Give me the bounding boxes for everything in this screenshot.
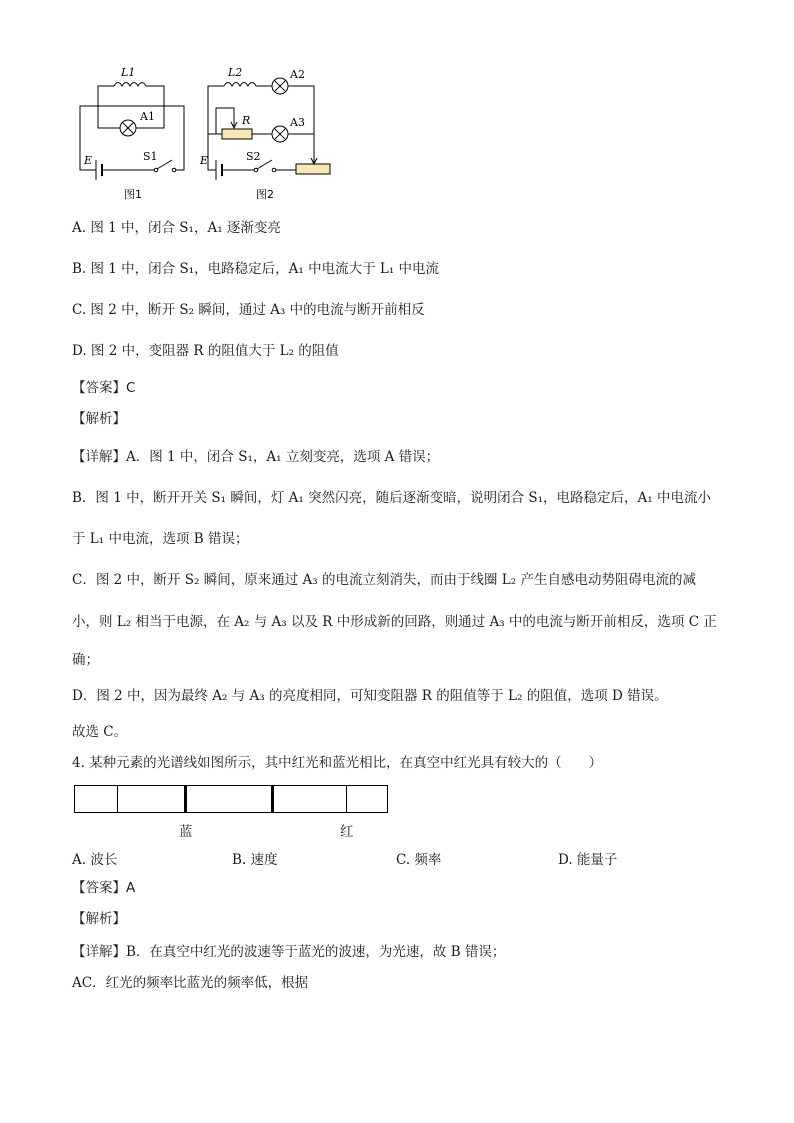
spectral-line-3 xyxy=(271,786,274,812)
label-s1: S1 xyxy=(143,150,158,163)
option-d-q3: D. 图 2 中，变阻器 R 的阻值大于 L₂ 的阻值 xyxy=(72,343,339,359)
analysis-label-q3: 【解析】 xyxy=(72,411,126,427)
label-red: 红 xyxy=(340,824,354,840)
figure-2 xyxy=(208,78,330,180)
caption-fig1: 图1 xyxy=(124,188,142,201)
inductor-l1-coil xyxy=(114,83,146,87)
label-r: R xyxy=(242,114,251,127)
spectral-line-4 xyxy=(346,786,347,812)
inductor-l2-coil xyxy=(224,83,256,87)
explain-b1-q3: B．图 1 中，断开开关 S₁ 瞬间，灯 A₁ 突然闪亮，随后逐渐变暗，说明闭合 S₁，电路稳定后，A₁ 中电流小 xyxy=(72,490,711,506)
option-a-q3: A. 图 1 中，闭合 S₁，A₁ 逐渐变亮 xyxy=(72,220,281,236)
conclusion-q3: 故选 C。 xyxy=(72,724,128,740)
option-a-q4: A. 波长 xyxy=(72,852,118,868)
explain-c2-q3: 小，则 L₂ 相当于电源，在 A₂ 与 A₃ 以及 R 中形成新的回路，则通过 A₃ 中的电流与断开前相反，选项 C 正 xyxy=(72,614,717,630)
label-a2: A2 xyxy=(290,68,305,81)
option-b-q4: B. 速度 xyxy=(232,852,278,868)
answer-q4: 【答案】A xyxy=(72,880,136,896)
label-l2: L2 xyxy=(228,66,243,79)
resistor-bottom xyxy=(296,164,330,174)
analysis-label-q4: 【解析】 xyxy=(72,911,126,927)
rheostat-r xyxy=(222,129,252,139)
option-b-q3: B. 图 1 中，闭合 S₁，电路稳定后，A₁ 中电流大于 L₁ 中电流 xyxy=(72,261,440,277)
explain-c3-q3: 确； xyxy=(72,652,99,668)
spectral-line-1 xyxy=(117,786,118,812)
option-d-q4: D. 能量子 xyxy=(558,852,618,868)
figure-1 xyxy=(80,83,184,181)
circuit-diagram xyxy=(76,64,346,204)
explain-b-q4: 【详解】B．在真空中红光的波速等于蓝光的波速，为光速，故 B 错误； xyxy=(72,944,506,960)
label-a3: A3 xyxy=(290,116,305,129)
label-l1: L1 xyxy=(121,66,136,79)
explain-ac-q4: AC．红光的频率比蓝光的频率低，根据 xyxy=(72,975,309,991)
option-c-q3: C. 图 2 中，断开 S₂ 瞬间，通过 A₃ 中的电流与断开前相反 xyxy=(72,302,425,318)
switch-s1-blade xyxy=(157,160,172,169)
explain-d-q3: D．图 2 中，因为最终 A₂ 与 A₃ 的亮度相同，可知变阻器 R 的阻值等于 L₂ 的阻值，选项 D 错误。 xyxy=(72,688,668,704)
spectral-line-2 xyxy=(184,786,187,812)
answer-q3: 【答案】C xyxy=(72,380,136,396)
label-e1: E xyxy=(84,154,93,167)
label-e2: E xyxy=(200,154,209,167)
label-blue: 蓝 xyxy=(179,824,193,840)
question-4-stem: 4. 某种元素的光谱线如图所示，其中红光和蓝光相比，在真空中红光具有较大的（ ） xyxy=(72,755,603,771)
spectrum-diagram xyxy=(74,785,388,813)
explain-b2-q3: 于 L₁ 中电流，选项 B 错误； xyxy=(72,531,249,547)
explain-a-q3: 【详解】A．图 1 中，闭合 S₁，A₁ 立刻变亮，选项 A 错误； xyxy=(72,449,440,465)
circuit-figures xyxy=(76,64,346,204)
label-a1: A1 xyxy=(140,110,155,123)
explain-c1-q3: C．图 2 中，断开 S₂ 瞬间，原来通过 A₃ 的电流立刻消失，而由于线圈 L₂ 产生自感电动势阻碍电流的减 xyxy=(72,572,696,588)
label-s2: S2 xyxy=(246,150,261,163)
option-c-q4: C. 频率 xyxy=(396,852,442,868)
caption-fig2: 图2 xyxy=(256,188,274,201)
